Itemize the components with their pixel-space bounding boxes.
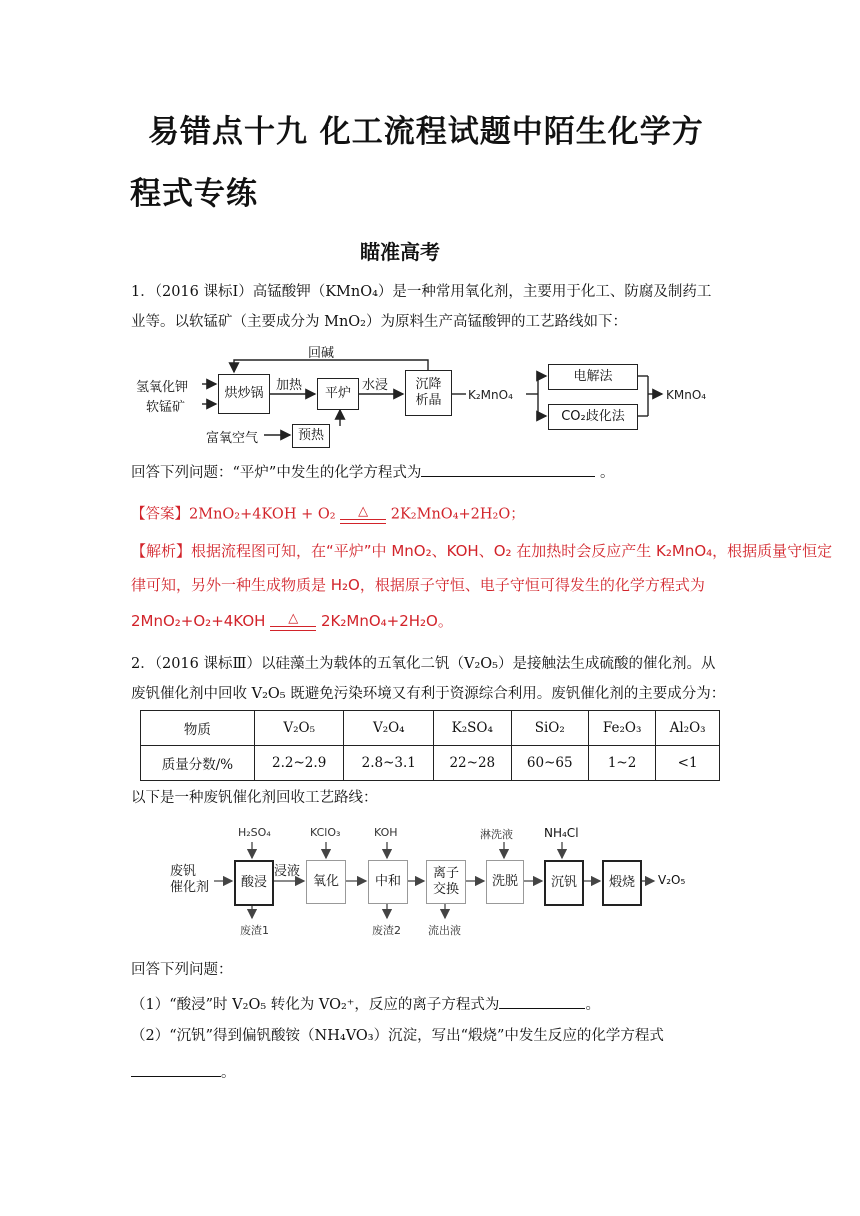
table-header-row [141,711,720,746]
q2-waste1: 废渣1 [240,924,269,937]
table-cell: V₂O₄ [344,711,434,746]
composition-table [140,710,720,781]
table-cell: SiO₂ [511,711,588,746]
q1-box-preheat: 预热 [292,424,330,448]
delta-icon: △ [288,611,299,626]
q2-box-v-precip: 沉钒 [544,860,584,906]
table-cell: K₂SO₄ [434,711,511,746]
table-cell: 质量分数/% [141,746,255,781]
q1-flow-diagram [130,338,730,450]
table-cell: 2.8~3.1 [344,746,434,781]
answer-reactants: 2MnO₂+4KOH + O₂ [189,506,336,523]
q1-line2: 业等。以软锰矿（主要成分为 MnO₂）为原料生产高锰酸钾的工艺路线如下： [131,314,627,330]
q2-output: V₂O₅ [658,873,686,887]
table-row [141,746,720,781]
q2-reagent-koh: KOH [374,826,398,839]
heat-condition-symbol [340,505,386,524]
analysis-products: 2K₂MnO₄+2H₂O。 [320,612,453,630]
q2-reagent-h2so4: H₂SO₄ [238,826,271,839]
q1-box-electrolysis: 电解法 [548,364,638,390]
analysis-label: 【解析】 [131,542,192,560]
q2-box-oxidation: 氧化 [306,860,346,904]
answer-label: 【答案】 [131,506,189,523]
answer-products: 2K₂MnO₄+2H₂O； [390,506,525,523]
table-cell: Al₂O₃ [656,711,720,746]
q1-analysis-line2: 律可知，另外一种生成物质是 H₂O，根据原子守恒、电子守恒可得发生的化学方程式为 [131,576,705,594]
delta-icon: △ [358,504,369,519]
q2-effluent: 流出液 [428,924,461,937]
q2-box-calcine: 煅烧 [602,860,642,906]
q1-answer [131,505,525,524]
q1-box-co2: CO₂歧化法 [548,404,638,430]
q2-reagent-eluent: 淋洗液 [480,828,513,841]
table-cell: Fe₂O₃ [588,711,655,746]
q1-input-koh: 氢氧化钾 [136,380,189,395]
q2-box-acid-leach: 酸浸 [234,860,274,906]
q1-label-air: 富氧空气 [206,431,259,446]
q2-box-neutralize: 中和 [368,860,408,904]
q1-answer-blank[interactable] [421,462,595,477]
analysis-reactants: 2MnO₂+O₂+4KOH [131,612,266,630]
q2-flow-intro: 以下是一种废钒催化剂回收工艺路线： [131,790,378,806]
q2-sub1 [131,994,600,1014]
q2-line1: 2．（2016 课标Ⅲ）以硅藻土为载体的五氧化二钒（V₂O₅）是接触法生成硫酸的催化剂。从 [131,656,716,672]
heat-condition-symbol-2 [270,612,316,631]
q1-box-precipitate: 沉降 析晶 [405,370,452,416]
q2-waste2: 废渣2 [372,924,401,937]
q2-sub2-end: 。 [221,1065,236,1081]
q2-box-ion-exchange: 离子 交换 [426,860,466,904]
table-cell: V₂O₅ [254,711,344,746]
q2-line2: 废钒催化剂中回收 V₂O₅ 既避免污染环境又有利于资源综合利用。废钒催化剂的主要成分为： [131,686,726,702]
q1-box-roaster: 烘炒锅 [218,374,270,414]
q1-intermediate: K₂MnO₄ [468,388,513,402]
analysis-text-1: 根据流程图可知，在“平炉”中 MnO₂、KOH、O₂ 在加热时会反应产生 K₂MnO₄，根据质量守恒定 [191,542,833,560]
q1-analysis-line1 [131,540,832,561]
q1-output: KMnO₄ [666,388,707,402]
q2-sub1-blank[interactable] [499,994,585,1009]
page-title-line1: 易错点十九 化工流程试题中陌生化学方 [148,114,704,150]
q1-question-text: 回答下列问题：“平炉”中发生的化学方程式为 [131,465,422,481]
q1-question-end: 。 [599,465,615,481]
table-cell: 60~65 [511,746,588,781]
q2-sub2-answer [131,1062,236,1082]
q2-sub1-end: 。 [585,997,600,1013]
q1-label-water: 水浸 [362,378,389,393]
q2-sub2: （2）“沉钒”得到偏钒酸铵（NH₄VO₃）沉淀，写出“煅烧”中发生反应的化学方程式 [131,1028,664,1044]
table-cell: <1 [656,746,720,781]
q2-reagent-kclo3: KClO₃ [310,826,341,839]
q1-analysis-line3 [131,610,453,631]
q1-question [131,462,614,482]
q2-sub1-text: （1）“酸浸”时 V₂O₅ 转化为 VO₂⁺，反应的离子方程式为 [131,997,500,1013]
q2-sub2-blank[interactable] [131,1062,221,1077]
table-cell: 1~2 [588,746,655,781]
q2-label-leachate: 浸液 [274,864,301,879]
table-cell: 2.2~2.9 [254,746,344,781]
section-subtitle: 瞄准高考 [360,240,440,264]
q1-line1: 1．（2016 课标Ⅰ）高锰酸钾（KMnO₄）是一种常用氧化剂，主要用于化工、防腐及制药工 [131,284,712,300]
table-cell: 物质 [141,711,255,746]
q2-ask: 回答下列问题： [131,962,233,978]
q1-box-furnace: 平炉 [317,378,359,410]
q2-box-elution: 洗脱 [486,860,524,904]
q1-input-ore: 软锰矿 [146,400,186,415]
q2-flow-diagram [160,824,720,940]
table-cell: 22~28 [434,746,511,781]
q2-reagent-nh4cl: NH₄Cl [544,826,579,840]
q1-label-return-alkali: 回碱 [308,346,335,361]
page-title-line2: 程式专练 [130,176,258,212]
q2-input: 废钒 催化剂 [170,864,210,896]
q1-label-heat: 加热 [276,378,303,393]
